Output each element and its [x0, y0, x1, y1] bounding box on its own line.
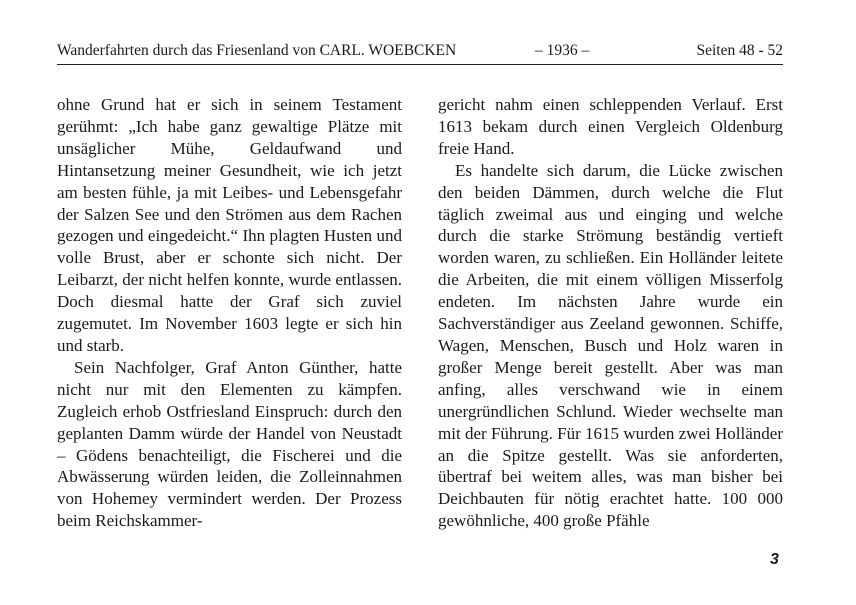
right-column [438, 94, 783, 532]
paragraph: gericht nahm einen schleppenden Verlauf. Erst 1613 bekam durch einen Vergleich Oldenburg freie Hand. [438, 95, 783, 158]
paragraph: ohne Grund hat er sich in seinem Testament gerühmt: „Ich habe ganz gewaltige Plätze mit unsäglicher Mühe, Geldaufwand und Hintansetzung meiner Gesundheit, wie ich jetzt am besten fühle, ja mit Leibes- und Lebensgefahr der Salzen See und den Strömen aus dem Rachen gezogen und eingedeicht.“ Ihn plagten Husten und volle Brust, aber er schonte sich nicht. Der Leibarzt, der nicht helfen konnte, wurde entlassen. Doch diesmal hatte der Graf sich zuviel zugemutet. Im November 1603 legte er sich hin und starb. [57, 95, 402, 355]
header-pages: Seiten 48 - 52 [696, 42, 783, 59]
left-column [57, 94, 402, 532]
header-title: Wanderfahrten durch das Friesenland von CARL. WOEBCKEN [57, 42, 457, 59]
page-number: 3 [770, 551, 779, 568]
running-header [57, 40, 783, 65]
header-year: – 1936 – [535, 42, 590, 59]
paragraph: Sein Nachfolger, Graf Anton Günther, hatte nicht nur mit den Elementen zu kämpfen. Zugleich erhob Ostfriesland Einspruch: durch den geplanten Damm würde der Handel von Neustadt – Gödens benachteiligt, die Fischerei und die Abwässerung würden leiden, die Zolleinnahmen von Hohemey vermindert werden. Der Prozess beim Reichskammer- [57, 357, 402, 531]
paragraph: Es handelte sich darum, die Lücke zwischen den beiden Dämmen, durch welche die Flut täglich zweimal aus und einging und welche durch die starke Strömung beständig vertieft worden waren, zu schließen. Ein Holländer leitete die Arbeiten, die mit einem völligen Misserfolg endeten. Im nächsten Jahre wurde ein Sachverständiger aus Zeeland gewonnen. Schiffe, Wagen, Menschen, Busch und Holz waren in großer Menge bereit gestellt. Aber was man anfing, alles verschwand wie in einem unergründlichen Schlund. Wieder wechselte man mit der Führung. Für 1615 wurden zwei Holländer an die Spitze gestellt. Was sie anforderten, übertraf bei weitem alles, was man bisher bei Deichbauten für nötig erachtet hatte. 100 000 gewöhnliche, 400 große Pfähle [438, 160, 783, 531]
